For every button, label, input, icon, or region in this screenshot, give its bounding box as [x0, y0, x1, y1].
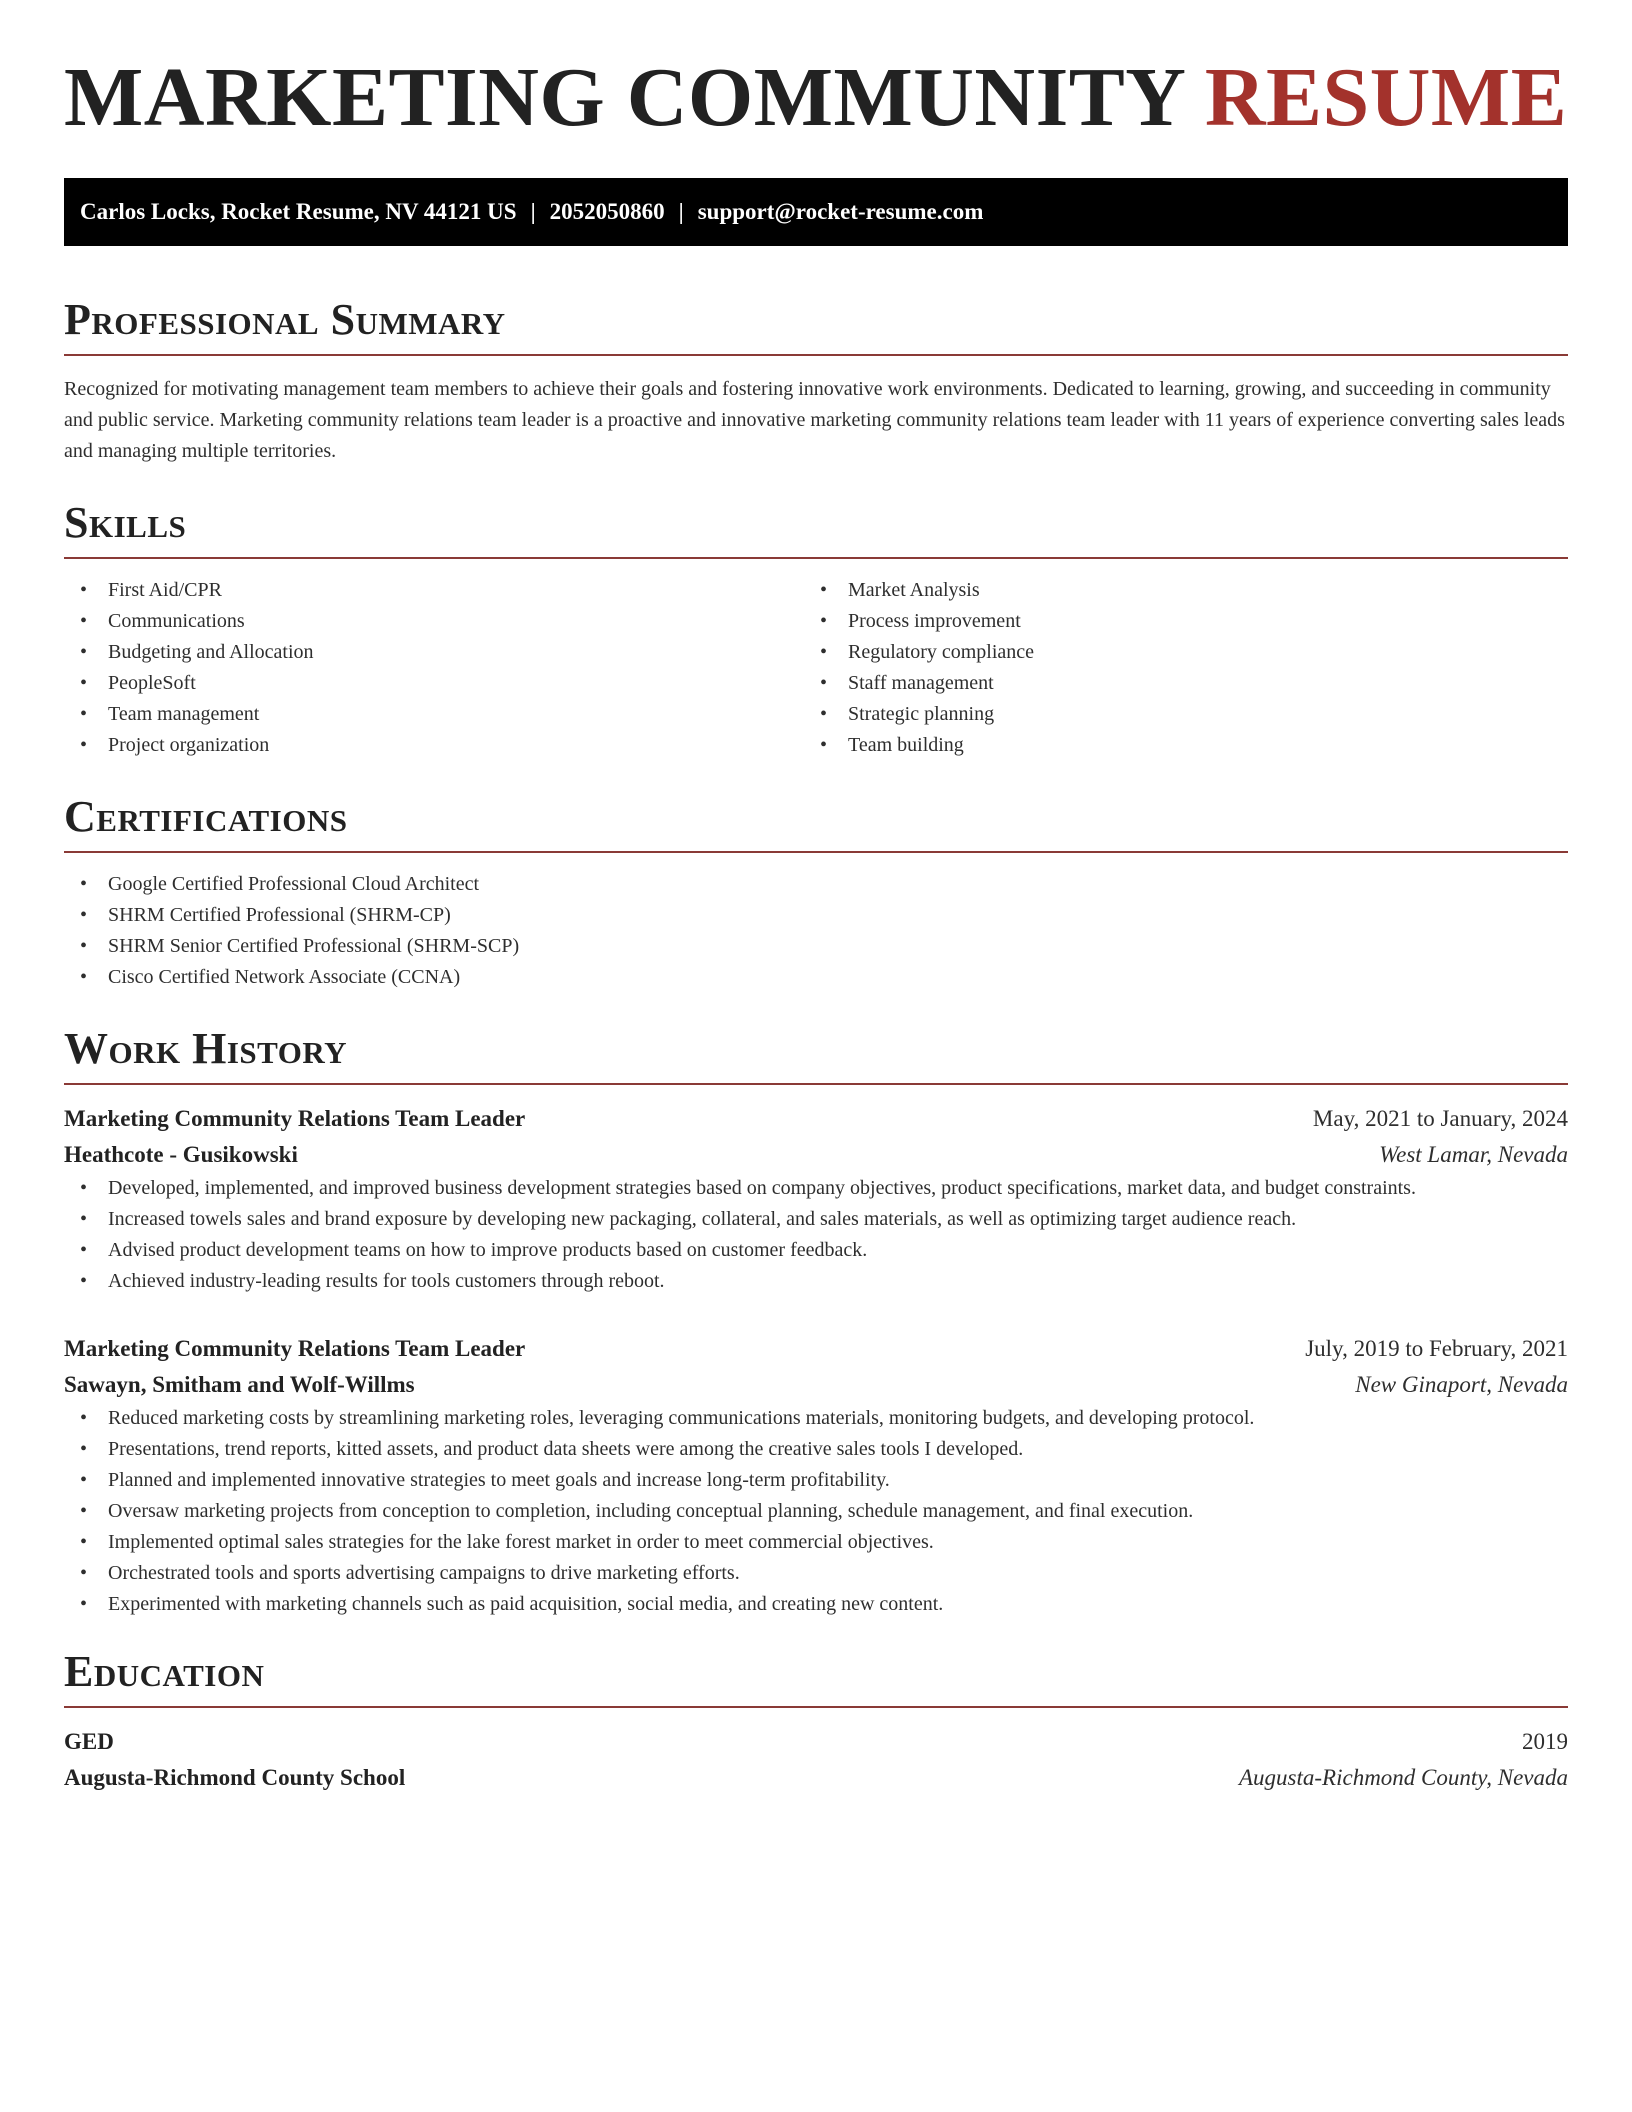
- skill-item: • First Aid/CPR: [64, 575, 804, 606]
- work-history-section: [64, 1024, 1568, 1620]
- section-divider: [64, 1706, 1568, 1708]
- duty-item: • Advised product development teams on how to improve products based on customer feedback.: [64, 1235, 1568, 1266]
- certifications-list: [64, 869, 1568, 993]
- skill-item: • Regulatory compliance: [804, 637, 1544, 668]
- education-section: [64, 1647, 1568, 1796]
- duty-item: • Experimented with marketing channels such as paid acquisition, social media, and creating new content.: [64, 1589, 1568, 1620]
- job-duties: [64, 1403, 1568, 1620]
- section-divider: [64, 1083, 1568, 1085]
- skills-list-right: [804, 575, 1544, 761]
- certification-item: • SHRM Certified Professional (SHRM-CP): [64, 900, 1568, 931]
- education-school-row: [64, 1760, 1568, 1796]
- job-dates: May, 2021 to January, 2024: [1312, 1106, 1568, 1131]
- job-company-row: [64, 1367, 1568, 1403]
- education-school: Augusta-Richmond County School: [64, 1765, 406, 1790]
- work-history-heading: Work History: [64, 1024, 348, 1073]
- section-divider: [64, 354, 1568, 356]
- job-company: Heathcote - Gusikowski: [64, 1142, 298, 1167]
- summary-text: Recognized for motivating management team members to achieve their goals and fostering innovative work environments. Dedicated to learning, growing, and succeeding in community and public service. Marketing community relations team leader is a proactive and innovative marketing community relations team leader with 11 years of experience converting sales leads and managing multiple territories.: [64, 378, 1565, 462]
- job-title: Marketing Community Relations Team Leader: [64, 1336, 526, 1361]
- skill-item: • Staff management: [804, 668, 1544, 699]
- duty-item: • Planned and implemented innovative strategies to meet goals and increase long-term profitability.: [64, 1465, 1568, 1496]
- education-entry: [64, 1724, 1568, 1796]
- job-entry: [64, 1331, 1568, 1620]
- title-accent: RESUME: [1204, 51, 1568, 144]
- job-header-row: [64, 1331, 1568, 1367]
- skill-item: • Team building: [804, 730, 1544, 761]
- skill-item: • Process improvement: [804, 606, 1544, 637]
- resume-title: [64, 0, 1568, 144]
- job-duties: [64, 1173, 1568, 1297]
- section-divider: [64, 557, 1568, 559]
- duty-item: • Achieved industry-leading results for tools customers through reboot.: [64, 1266, 1568, 1297]
- contact-email: support@rocket-resume.com: [697, 199, 984, 224]
- skills-section: [64, 498, 1568, 761]
- contact-address: Carlos Locks, Rocket Resume, NV 44121 US: [80, 199, 517, 224]
- skill-item: • Budgeting and Allocation: [64, 637, 804, 668]
- education-year: 2019: [1522, 1729, 1568, 1754]
- skill-item: • Team management: [64, 699, 804, 730]
- contact-bar: [64, 178, 1568, 246]
- education-degree-row: [64, 1724, 1568, 1760]
- certifications-section: [64, 792, 1568, 993]
- skill-item: • PeopleSoft: [64, 668, 804, 699]
- certification-item: • Cisco Certified Network Associate (CCNA): [64, 962, 1568, 993]
- duty-item: • Reduced marketing costs by streamlining marketing roles, leveraging communications materials, monitoring budgets, and developing protocol.: [64, 1403, 1568, 1434]
- job-location: New Ginaport, Nevada: [1355, 1372, 1568, 1397]
- section-divider: [64, 851, 1568, 853]
- job-location: West Lamar, Nevada: [1379, 1142, 1568, 1167]
- education-location: Augusta-Richmond County, Nevada: [1239, 1765, 1568, 1790]
- contact-phone: 2052050860: [549, 199, 665, 224]
- certification-item: • SHRM Senior Certified Professional (SHRM-SCP): [64, 931, 1568, 962]
- contact-separator: |: [678, 199, 684, 224]
- skill-item: • Market Analysis: [804, 575, 1544, 606]
- education-heading: Education: [64, 1647, 265, 1696]
- job-company-row: [64, 1137, 1568, 1173]
- duty-item: • Implemented optimal sales strategies for the lake forest market in order to meet commercial objectives.: [64, 1527, 1568, 1558]
- summary-heading: Professional Summary: [64, 295, 506, 344]
- duty-item: • Presentations, trend reports, kitted assets, and product data sheets were among the creative sales tools I developed.: [64, 1434, 1568, 1465]
- contact-separator: |: [530, 199, 536, 224]
- skills-list-left: [64, 575, 804, 761]
- certifications-heading: Certifications: [64, 792, 348, 841]
- job-title: Marketing Community Relations Team Leader: [64, 1106, 526, 1131]
- job-entry: [64, 1101, 1568, 1297]
- certification-item: • Google Certified Professional Cloud Architect: [64, 869, 1568, 900]
- job-dates: July, 2019 to February, 2021: [1305, 1336, 1568, 1361]
- skills-heading: Skills: [64, 498, 187, 547]
- duty-item: • Oversaw marketing projects from conception to completion, including conceptual planning, schedule management, and final execution.: [64, 1496, 1568, 1527]
- title-main: MARKETING COMMUNITY: [64, 51, 1184, 144]
- duty-item: • Orchestrated tools and sports advertising campaigns to drive marketing efforts.: [64, 1558, 1568, 1589]
- skill-item: • Communications: [64, 606, 804, 637]
- summary-section: [64, 295, 1568, 467]
- job-header-row: [64, 1101, 1568, 1137]
- skill-item: • Project organization: [64, 730, 804, 761]
- education-degree: GED: [64, 1729, 114, 1754]
- skills-grid: [64, 575, 1568, 761]
- job-company: Sawayn, Smitham and Wolf-Willms: [64, 1372, 415, 1397]
- duty-item: • Increased towels sales and brand exposure by developing new packaging, collateral, and sales materials, as well as optimizing target audience reach.: [64, 1204, 1568, 1235]
- duty-item: • Developed, implemented, and improved business development strategies based on company objectives, product specifications, market data, and budget constraints.: [64, 1173, 1568, 1204]
- skill-item: • Strategic planning: [804, 699, 1544, 730]
